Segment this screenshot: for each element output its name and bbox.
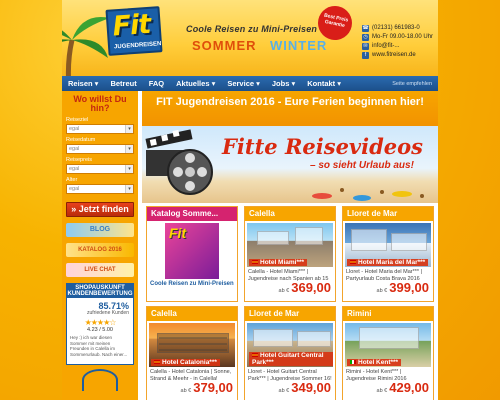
card-description: Lloret - Hotel Maria del Mar*** | Partyurlaub Costa Brava 2016 [346,269,423,281]
card-title: Calella [245,207,335,221]
hotel-name-label [249,352,333,366]
hotel-name: Hotel Miami*** [260,259,305,266]
season-winter-link[interactable]: WINTER [270,38,328,53]
facebook-icon: f [362,52,369,59]
select-value: egal [69,126,80,132]
search-sidebar [62,91,138,400]
hotel-image [247,323,333,367]
fit-logo[interactable] [105,6,162,56]
price [245,381,335,398]
card-description: Calella - Hotel Miami*** | Jugendreise nach Spanien ab 15 [248,269,329,281]
site-container [62,0,438,400]
card-description: Calella - Hotel Catalonia | Sonne, Strand & Meehr - in Calella! [150,369,232,381]
spain-flag-icon [154,360,160,364]
hotel-image [247,223,333,267]
email-link[interactable]: info@fit-... [372,43,400,49]
price-value: 369,00 [291,280,331,295]
satisfaction-percent: 85.71% [98,301,129,311]
tagline: Coole Reisen zu Mini-Preisen [186,24,318,34]
search-title: Wo willst Du hin? [73,94,127,113]
hotel-name-label [347,359,401,366]
best-price-badge: Best Preis Garantie [315,3,355,43]
field-label-reisepreis: Reisepreis [66,157,92,163]
site-header [62,0,438,76]
price-value: 349,00 [291,380,331,395]
select-value: egal [69,186,80,192]
contact-info [362,24,433,60]
price-prefix: ab € [376,288,388,294]
field-label-reiseziel: Reiseziel [66,117,89,123]
select-value: egal [69,146,80,152]
italy-flag-icon [350,360,356,364]
blog-banner[interactable]: BLOG [66,223,134,237]
main-content [142,91,438,400]
spain-flag-icon [252,353,258,357]
card-title: Lloret de Mar [343,207,433,221]
facebook-link[interactable]: www.fitreisen.de [372,52,416,58]
rating-stars: ★★★★☆ [84,318,116,327]
offer-card-rimini-kent[interactable] [342,306,434,400]
chevron-down-icon: ▾ [125,165,133,173]
nav-faq[interactable]: FAQ [148,79,165,88]
mail-icon: ✉ [363,43,368,49]
hotel-name-label [249,259,307,266]
catalog-logo: Fit [169,225,187,241]
hotel-image [345,223,431,267]
phone-icon: ☎ [362,25,369,31]
price-value: 399,00 [389,280,429,295]
spain-flag-icon [252,260,258,264]
chevron-down-icon: ▾ [125,145,133,153]
select-reisedatum[interactable] [66,144,134,154]
nav-service[interactable]: Service ▾ [227,79,260,88]
live-chat-banner[interactable]: LIVE CHAT [66,263,134,277]
select-reisepreis[interactable] [66,164,134,174]
price [343,381,433,398]
phone-number[interactable]: (02131) 661983-0 [372,25,420,31]
price-prefix: ab € [180,388,192,394]
hotel-name-label [151,359,220,366]
shop-rating-widget[interactable] [66,283,134,365]
chevron-down-icon: ▾ [125,125,133,133]
offer-card-calella-catalonia[interactable] [146,306,238,400]
palm-tree-icon [62,6,112,76]
hotel-image [149,323,235,367]
opening-hours: Mo-Fr 09.00-18.00 Uhr [372,34,434,40]
satisfaction-label: zufriedene Kunden [87,310,129,316]
nav-reisen[interactable]: Reisen ▾ [68,79,99,88]
hotel-name: Hotel Guitart Central Park*** [252,352,324,366]
find-button[interactable]: » Jetzt finden [66,202,134,217]
field-label-reisedatum: Reisedatum [66,137,96,143]
recommend-page-link[interactable]: Seite empfehlen [392,80,432,87]
hotel-name: Hotel Maria del Mar*** [358,259,426,266]
price-prefix: ab € [278,388,290,394]
clock-icon: ◷ [363,34,368,40]
guarantee-seal-icon [82,369,118,391]
offer-card-lloret-guitart[interactable] [244,306,336,400]
video-banner[interactable] [142,126,438,203]
rating-score: 4.23 / 5.00 [87,327,113,333]
logo-subtitle: JUGENDREISEN [113,41,162,51]
card-description: Coole Reisen zu Mini-Preisen [150,281,234,287]
banner-subline: – so sieht Urlaub aus! [310,160,414,171]
price-value: 429,00 [389,380,429,395]
card-title: Lloret de Mar [245,307,335,321]
hotel-name: Hotel Kent*** [358,359,399,366]
price-prefix: ab € [278,288,290,294]
nav-betreut[interactable]: Betreut [110,79,137,88]
field-label-alter: Alter [66,177,78,183]
nav-kontakt[interactable]: Kontakt ▾ [307,79,342,88]
card-title: Rimini [343,307,433,321]
logo-text: Fit [111,8,152,43]
review-quote: Hey :) ich war diesen Sommer mit meinen Freunden in Calella im Sommerurlaub. Nach einer... [70,335,128,357]
hotel-name: Hotel Catalonia*** [162,359,217,366]
beach-scene-icon [292,176,438,203]
offer-card-katalog[interactable] [146,206,238,302]
hotel-image [345,323,431,367]
select-value: egal [69,166,80,172]
chevron-down-icon: ▾ [125,185,133,193]
select-alter[interactable] [66,184,134,194]
price-prefix: ab € [376,388,388,394]
catalog-cover-image [165,223,219,279]
banner-headline: Fitte Reisevideos [222,134,423,159]
nav-aktuelles[interactable]: Aktuelles ▾ [176,79,216,88]
card-title: Katalog Somme... [147,207,237,221]
offer-card-lloret-maria[interactable] [342,206,434,302]
hotel-name-label [347,259,428,266]
price [343,281,433,298]
film-reel-icon [142,128,214,200]
card-description: Lloret - Hotel Guitart Central Park*** | Jugendreise Sommer 16! [248,369,332,381]
select-reiseziel[interactable] [66,124,134,134]
nav-jobs[interactable]: Jobs ▾ [271,79,296,88]
page-title: FIT Jugendreisen 2016 - Eure Ferien beginnen hier! [142,91,438,126]
offer-card-calella-miami[interactable] [244,206,336,302]
spain-flag-icon [350,260,356,264]
price [147,381,237,398]
main-navigation [62,76,438,91]
card-description: Rimini - Hotel Kent*** | Jugendreise Rimini 2016 [346,369,407,381]
card-title: Calella [147,307,237,321]
price-value: 379,00 [193,380,233,395]
shop-rating-header: SHOPAUSKUNFT KUNDENBEWERTUNG [67,285,133,297]
season-sommer-link[interactable]: SOMMER [192,38,257,53]
price [245,281,335,298]
katalog-banner[interactable]: KATALOG 2016 [66,243,134,257]
